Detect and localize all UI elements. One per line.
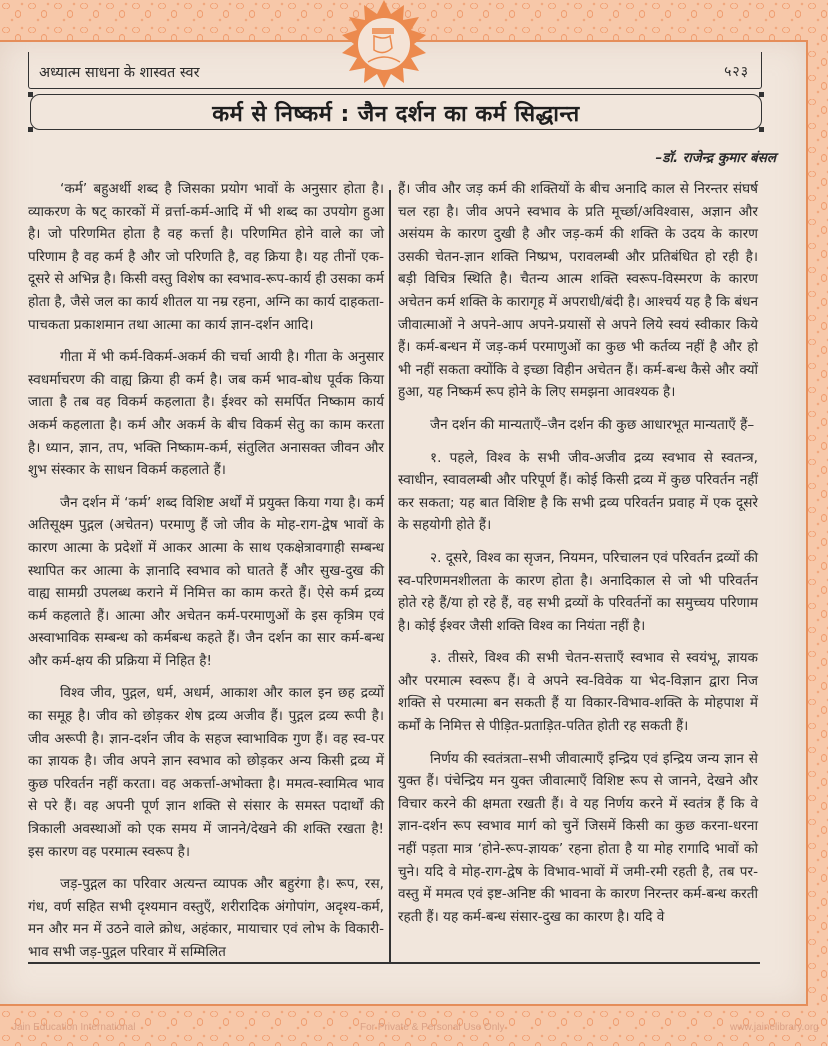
section-heading-paragraph: जैन दर्शन की मान्यताएँ–जैन दर्शन की कुछ आधारभूत मान्यताएँ हैं– [430, 416, 755, 433]
footer-watermark-left: Jain Education International [12, 1022, 136, 1033]
paragraph: निर्णय की स्वतंत्रता–सभी जीवात्माएँ इन्द्रिय एवं इन्द्रिय जन्य ज्ञान से युक्त हैं। पंचेन्द्रिय मन युक्त जीवात्माएँ विशिष्ट रूप से जानने, देखने और विचार करने की क्षमता रखती हैं। वे यह निर्णय करने में स्वतंत्र हैं कि वे ज्ञान-दर्शन रूप स्वभाव मार्ग को चुनें जिसमें किसी का कुछ करना-धरना नहीं पड़ता मात्र ‘होने-रूप-ज्ञायक’ रहना होता है या मोह रागादि भावों को चुने। यदि वे मोह-राग-द्वेष के विभाव-भावों में जमी-रमी रहती है, तब पर-वस्तु में ममत्व एवं इष्ट-अनिष्ट की भावना के कारण निरन्तर कर्म-बन्ध करती रहती हैं। यह कर्म-बन्ध संसार-दुख का कारण है। यदि वे [398, 750, 758, 925]
left-text-column [28, 178, 384, 958]
frame-corner [759, 92, 764, 97]
numbered-point-1: १. पहले, विश्व के सभी जीव-अजीव द्रव्य स्वभाव से स्वतन्त्र, स्वाधीन, स्वावलम्बी और परिपूर्ण हैं। कोई किसी द्रव्य में कुछ परिवर्तन नहीं कर सकता; यह बात विशिष्ट है कि सभी द्रव्य परिवर्तन प्रवाह में एक दूसरे के सहयोगी होते हैं। [398, 449, 758, 534]
bottom-rule [28, 962, 760, 964]
page-edge-bottom [0, 1004, 808, 1006]
numbered-point-3: ३. तीसरे, विश्व की सभी चेतन-सत्ताएँ स्वभाव से स्वयंभू, ज्ञायक और परमात्म स्वरूप हैं। वे अपने स्व-विवेक या भेद-विज्ञान द्वारा निज शक्ति से परमात्मा बन सकती हैं या विकार-विभाव-शक्ति के मोहपाश में कर्मों के निमित्त से पीड़ित-प्रताड़ित-पतित होती रह सकती हैं। [398, 650, 758, 735]
article-author: –डॉ. राजेन्द्र कुमार बंसल [655, 150, 776, 166]
running-title: अध्यात्म साधना के शास्वत स्वर [39, 65, 200, 81]
paragraph: ‘कर्म’ बहुअर्थी शब्द है जिसका प्रयोग भावों के अनुसार होता है। व्याकरण के षट् कारकों में व्रर्त्ता-कर्म-आदि में भी शब्द का उपयोग हुआ है। जो परिणमित होता है वह कर्त्ता है। परिणमित होने वाले का जो परिणाम है वह कर्म है और जो परिणति है, वह क्रिया है। यह तीनों एक-दूसरे से अभिन्न है। किसी वस्तु विशेष का स्वभाव-रूप-कार्य ही उसका कर्म होता है, जैसे जल का कार्य शीतल या नम्र रहना, अग्नि का कार्य दाहकता-पाचकता प्रकाशमान तथा आत्मा का कार्य ज्ञान-दर्शन आदि। [28, 181, 384, 333]
frame-corner [28, 92, 33, 97]
paragraph: जैन दर्शन में ‘कर्म’ शब्द विशिष्ट अर्थों में प्रयुक्त किया गया है। कर्म अतिसूक्ष्म पुद्गल (अचेतन) परमाणु हैं जो जीव के मोह-राग-द्वेष भावों के कारण आत्मा के प्रदेशों में आकर आत्मा के साथ एकक्षेत्रावगाही सम्बन्ध स्थापित कर आत्मा के ज्ञानादि स्वभाव को घातते हैं और सुख-दुख की वाह्य सामग्री उपलब्ध कराने में निमित्त का काम करते हैं। ऐसे कर्म द्रव्य कर्म कहलाते हैं। आत्मा और अचेतन कर्म-परमाणुओं के इस कृत्रिम एवं अस्वाभाविक सम्बन्ध को कर्मबन्ध कहते हैं। जैन दर्शन का सार कर्म-बन्ध और कर्म-क्षय की प्रक्रिया में निहित है! [28, 494, 384, 669]
paragraph: जड़-पुद्गल का परिवार अत्यन्त व्यापक और बहुरंगा है। रूप, रस, गंध, वर्ण सहित सभी दृश्यमान वस्तुएँ, शरीरादिक अंगोपांग, अदृश्य-कर्म, मन और मन में उठने वाले क्रोध, अहंकार, मायाचार एवं लोभ के विकारी-भाव सभी जड़-पुद्गल परिवार में सम्मिलित [28, 876, 384, 960]
running-header [28, 52, 762, 89]
column-divider [389, 190, 391, 962]
paragraph: विश्व जीव, पुद्गल, धर्म, अधर्म, आकाश और काल इन छह द्रव्यों का समूह है। जीव को छोड़कर शेष द्रव्य अजीव हैं। पुद्गल द्रव्य रूपी है। जीव अरूपी है। ज्ञान-दर्शन जीव के सहज स्वाभाविक गुण हैं। वह स्व-पर का ज्ञायक है। जीव अपने ज्ञान स्वभाव को छोड़कर अन्य किसी द्रव्य में कुछ परिवर्तन नहीं करता। वह अकर्त्ता-अभोक्ता है। ममत्व-स्वामित्व भाव से परे हैं। वह अपनी पूर्ण ज्ञान शक्ति से संसार के समस्त पदार्थों की त्रिकाली अवस्थाओं को एक समय में जानने/देखने की शक्ति रखता है! इस कारण वह परमात्म स्वरूप है। [28, 685, 384, 860]
footer-watermark-center: For Private & Personal Use Only [360, 1022, 505, 1033]
page-edge-right [806, 40, 808, 1006]
paragraph: हैं। जीव और जड़ कर्म की शक्तियों के बीच अनादि काल से निरन्तर संघर्ष चल रहा है। जीव अपने स्वभाव के प्रति मूर्च्छा/अविश्वास, अज्ञान और असंयम के कारण दुखी है और जड़-कर्म की शक्ति के उदय के कारण उसकी चेतन-ज्ञान शक्ति निष्प्रभ, परावलम्बी और प्रतिबंधित हो रही है। बड़ी विचित्र स्थिति है। चैतन्य आत्म शक्ति स्वरूप-विस्मरण के कारण अचेतन कर्म शक्ति के कारागृह में अपराधी/बंदी है। आश्चर्य यह है कि बंधन जीवात्माओं ने अपने-आप अपने-प्रयासों से अपने लिये स्वयं स्वीकार किये हैं। कर्म-बन्धन में जड़-कर्म परमाणुओं का कुछ भी कर्तव्य नहीं है और हो भी नहीं सकता क्योंकि वे इच्छा विहीन अचेतन हैं। कर्म-बन्ध कैसे और क्यों हुआ, यह निष्कर्म रूप होने के लिए समझना आवश्यक है। [398, 181, 758, 401]
page-number: ५२३ [724, 64, 749, 80]
paragraph: गीता में भी कर्म-विकर्म-अकर्म की चर्चा आयी है। गीता के अनुसार स्वधर्माचरण की वाह्य क्रिया ही कर्म है। जब कर्म भाव-बोध पूर्वक किया जाता है तब वह विकर्म कहलाता है। ईश्वर को समर्पित निष्काम कार्य अकर्म कहलाता है। कर्म और अकर्म के बीच विकर्म सेतु का काम करता है। ध्यान, ज्ञान, तप, भक्ति निष्काम-कर्म, संतुलित अनासक्त जीवन और शुभ संस्कार के साधन विकर्म कहलाते हैं। [28, 349, 384, 479]
right-text-column [398, 178, 758, 958]
numbered-point-2: २. दूसरे, विश्व का सृजन, नियमन, परिचालन एवं परिवर्तन द्रव्यों की स्व-परिणमनशीलता के कारण होता है। अनादिकाल से जो भी परिवर्तन होते रहे हैं/या हो रहे हैं, वह सभी द्रव्यों के परिवर्तनों का समुच्चय परिणाम है। कोई ईश्वर जैसी शक्ति विश्व का नियंता नहीं है। [398, 549, 758, 634]
article-title: कर्म से निष्कर्म : जैन दर्शन का कर्म सिद्धान्त [212, 102, 580, 127]
footer-watermark-right: www.jainelibrary.org [730, 1022, 819, 1033]
article-title-frame [30, 94, 762, 130]
